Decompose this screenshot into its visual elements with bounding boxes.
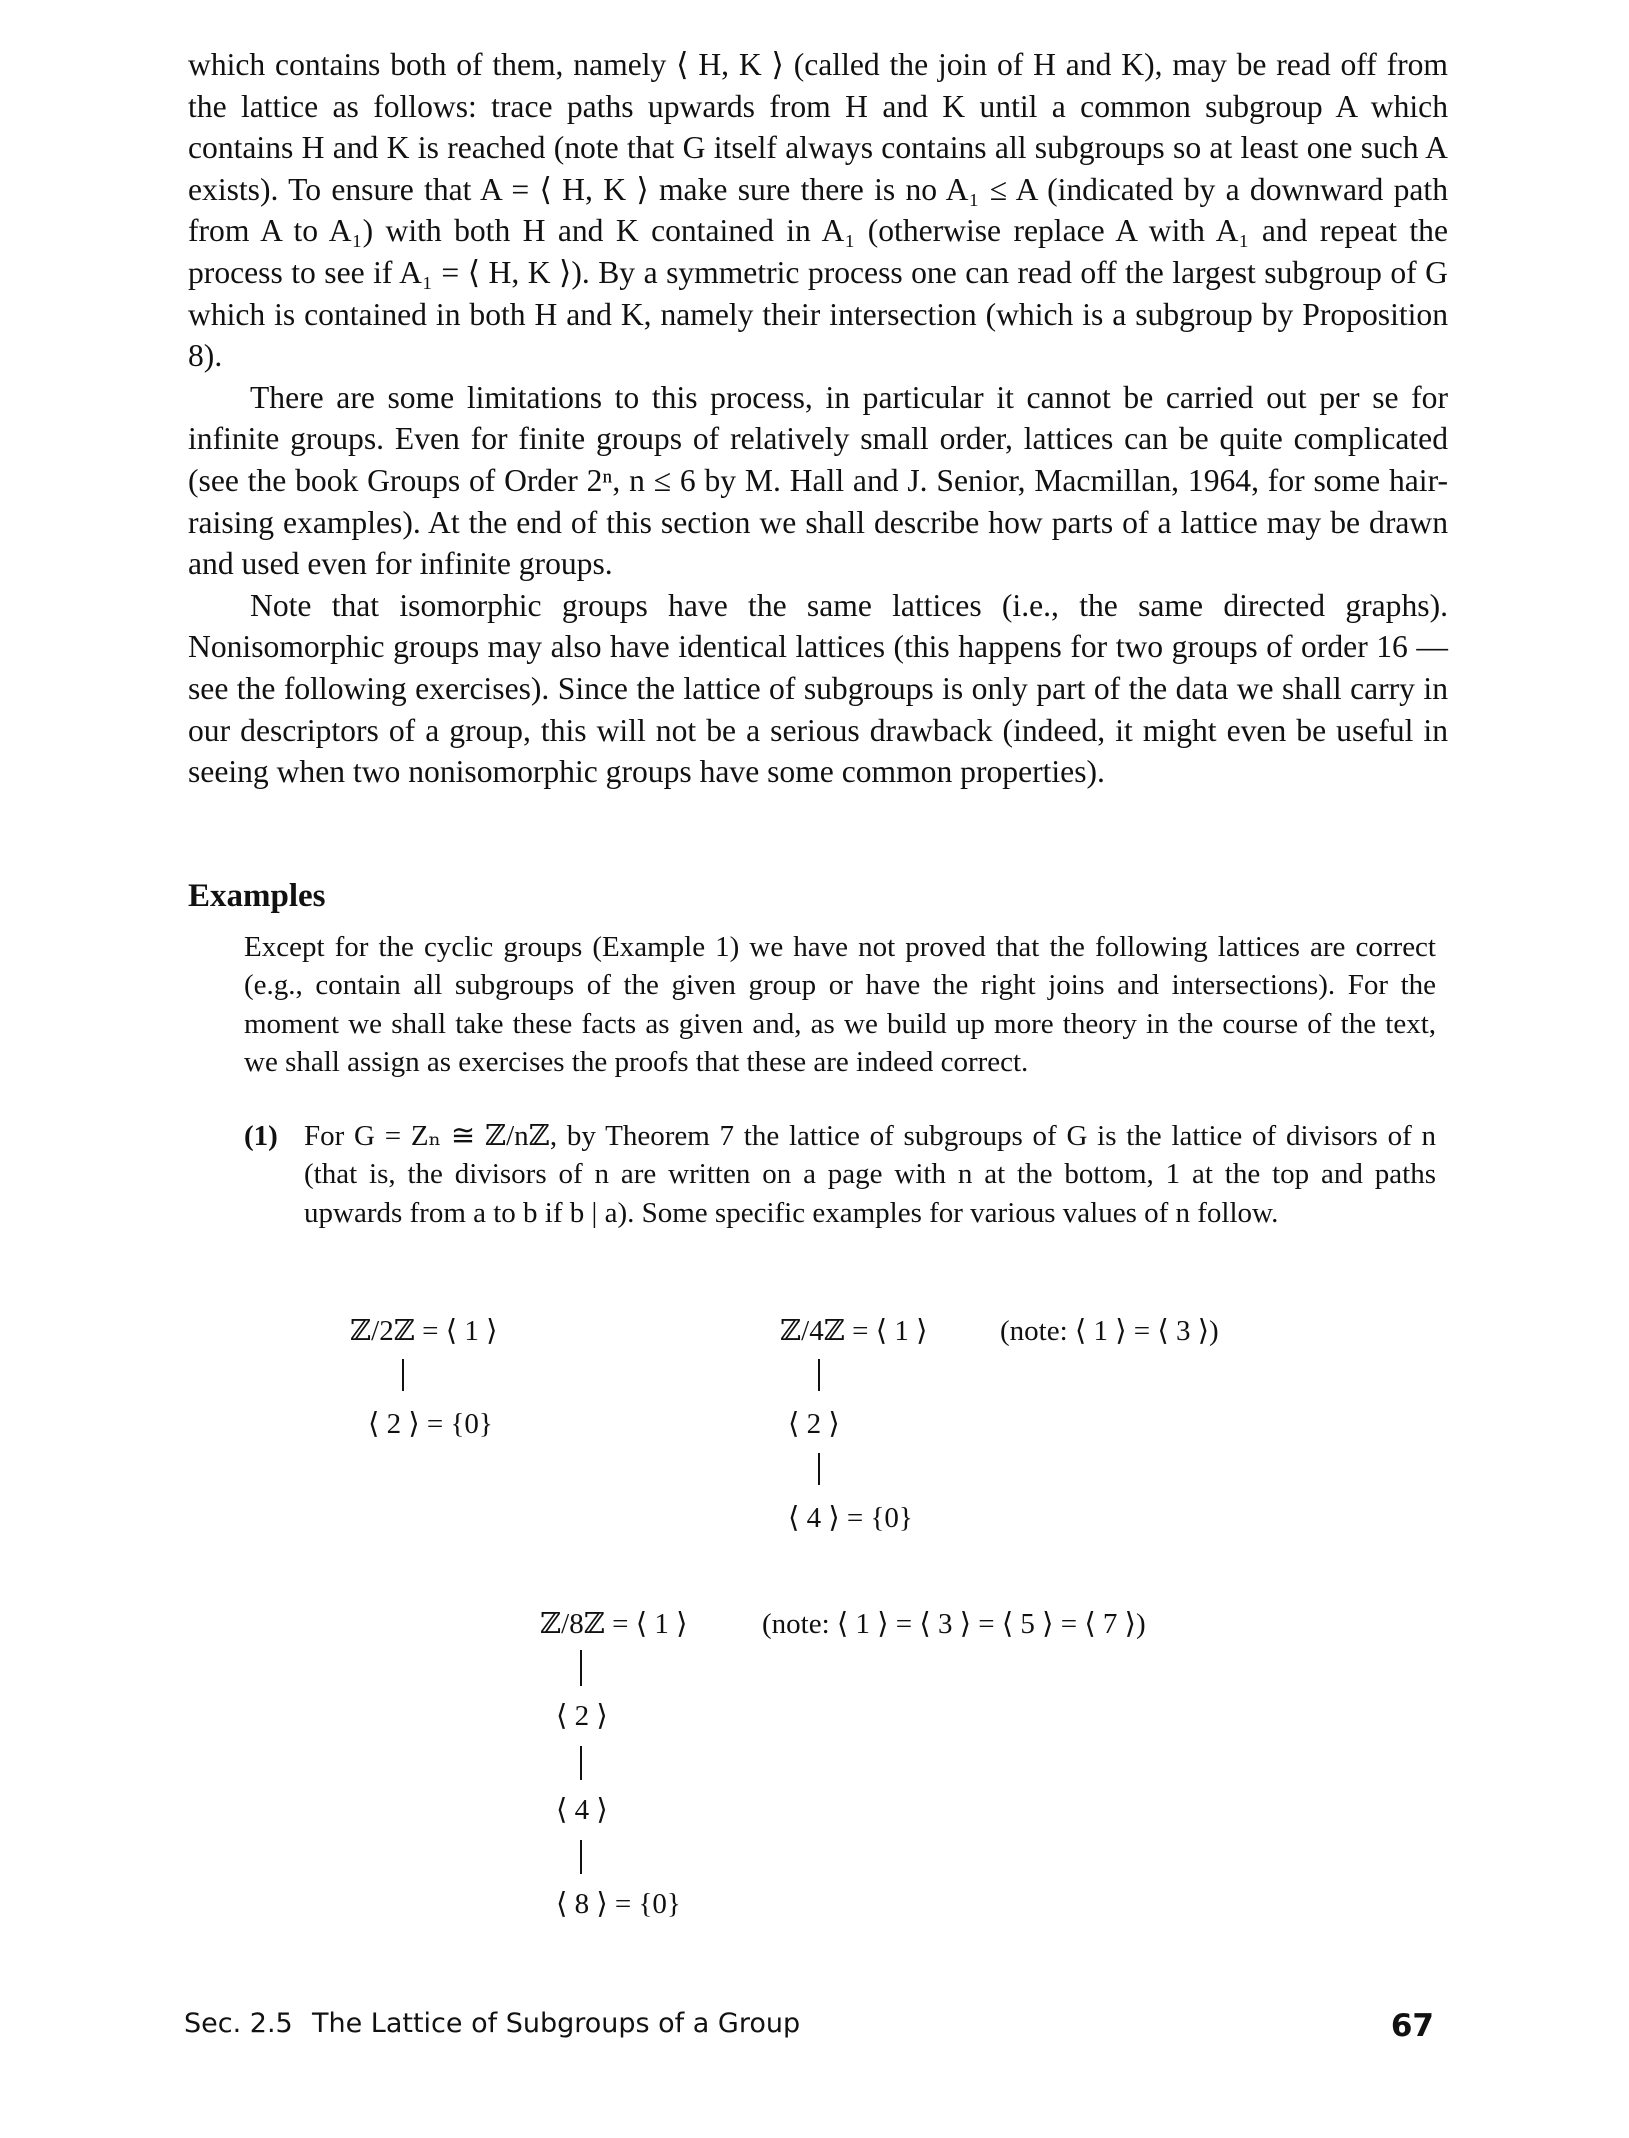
lattice-z2-top: ℤ/2ℤ = ⟨ 1 ⟩ (350, 1315, 498, 1347)
lattice-z8-node-2: ⟨ 2 ⟩ (556, 1700, 608, 1732)
lattice-z8-edge-3 (580, 1840, 582, 1874)
lattice-z4-middle: ⟨ 2 ⟩ (788, 1408, 840, 1440)
lattice-z8-node-4: ⟨ 4 ⟩ (556, 1794, 608, 1826)
examples-intro-block (244, 928, 1436, 1082)
lattice-z8-edge-2 (580, 1746, 582, 1780)
lattice-z4-edge-2 (818, 1453, 820, 1485)
paragraph-join: which contains both of them, namely ⟨ H, K ⟩ (called the join of H and K), may be read off from the lattice as follows: trace paths upwards from H and K until a common subgroup A which contains H and K is reached (note that G itself always contains all subgroups so at least one such A exists). To ensure that A = ⟨ H, K ⟩ make sure there is no A₁ ≤ A (indicated by a downward path from A to A₁) with both H and K contained in A₁ (otherwise replace A with A₁ and repeat the process to see if A₁ = ⟨ H, K ⟩). By a symmetric process one can read off the largest subgroup of G which is contained in both H and K, namely their intersection (which is a subgroup by Proposition 8). (188, 47, 1448, 374)
example-1-number: (1) (244, 1120, 278, 1152)
lattice-z4-note: (note: ⟨ 1 ⟩ = ⟨ 3 ⟩) (1000, 1315, 1219, 1347)
lattice-z2-bottom: ⟨ 2 ⟩ = {0} (368, 1408, 493, 1440)
examples-heading: Examples (188, 878, 326, 914)
lattice-z8-bottom: ⟨ 8 ⟩ = {0} (556, 1888, 681, 1920)
main-text (188, 44, 1448, 793)
lattice-z8-edge-1 (580, 1650, 582, 1686)
lattice-z8-note: (note: ⟨ 1 ⟩ = ⟨ 3 ⟩ = ⟨ 5 ⟩ = ⟨ 7 ⟩) (762, 1608, 1146, 1640)
page-footer (184, 2008, 1434, 2048)
lattice-z8-top: ℤ/8ℤ = ⟨ 1 ⟩ (540, 1608, 688, 1640)
footer-section: Sec. 2.5 (184, 2008, 293, 2039)
examples-intro: Except for the cyclic groups (Example 1) we have not proved that the following lattices are correct (e.g., contain all subgroups of the given group or have the right joins and intersections). For the moment we shall take these facts as given and, as we build up more theory in the course of the text, we shall assign as exercises the proofs that these are indeed correct. (244, 931, 1436, 1079)
paragraph-isomorphic: Note that isomorphic groups have the same lattices (i.e., the same directed graphs). Nonisomorphic groups may also have identical lattices (this happens for two groups of order 16 — see the following exercises). Since the lattice of subgroups is only part of the data we shall carry in our descriptors of a group, this will not be a serious drawback (indeed, it might even be useful in seeing when two nonisomorphic groups have some common properties). (188, 587, 1448, 790)
page-number: 67 (1390, 2008, 1434, 2044)
lattice-z4-top: ℤ/4ℤ = ⟨ 1 ⟩ (780, 1315, 928, 1347)
lattice-z4-bottom: ⟨ 4 ⟩ = {0} (788, 1502, 913, 1534)
example-1 (244, 1117, 1436, 1232)
lattice-z2-edge (402, 1359, 404, 1391)
lattice-z4-edge-1 (818, 1359, 820, 1391)
example-1-text: For G = Zₙ ≅ ℤ/nℤ, by Theorem 7 the lattice of subgroups of G is the lattice of divisors of n (that is, the divisors of n are written on a page with n at the bottom, 1 at the top and paths upwards from a to b if b | a). Some specific examples for various values of n follow. (304, 1120, 1436, 1229)
footer-title: The Lattice of Subgroups of a Group (312, 2008, 801, 2039)
paragraph-limitations: There are some limitations to this process, in particular it cannot be carried out per se for infinite groups. Even for finite groups of relatively small order, lattices can be quite complicated (see the book Groups of Order 2ⁿ, n ≤ 6 by M. Hall and J. Senior, Macmillan, 1964, for some hair-raising examples). At the end of this section we shall describe how parts of a lattice may be drawn and used even for infinite groups. (188, 379, 1448, 582)
